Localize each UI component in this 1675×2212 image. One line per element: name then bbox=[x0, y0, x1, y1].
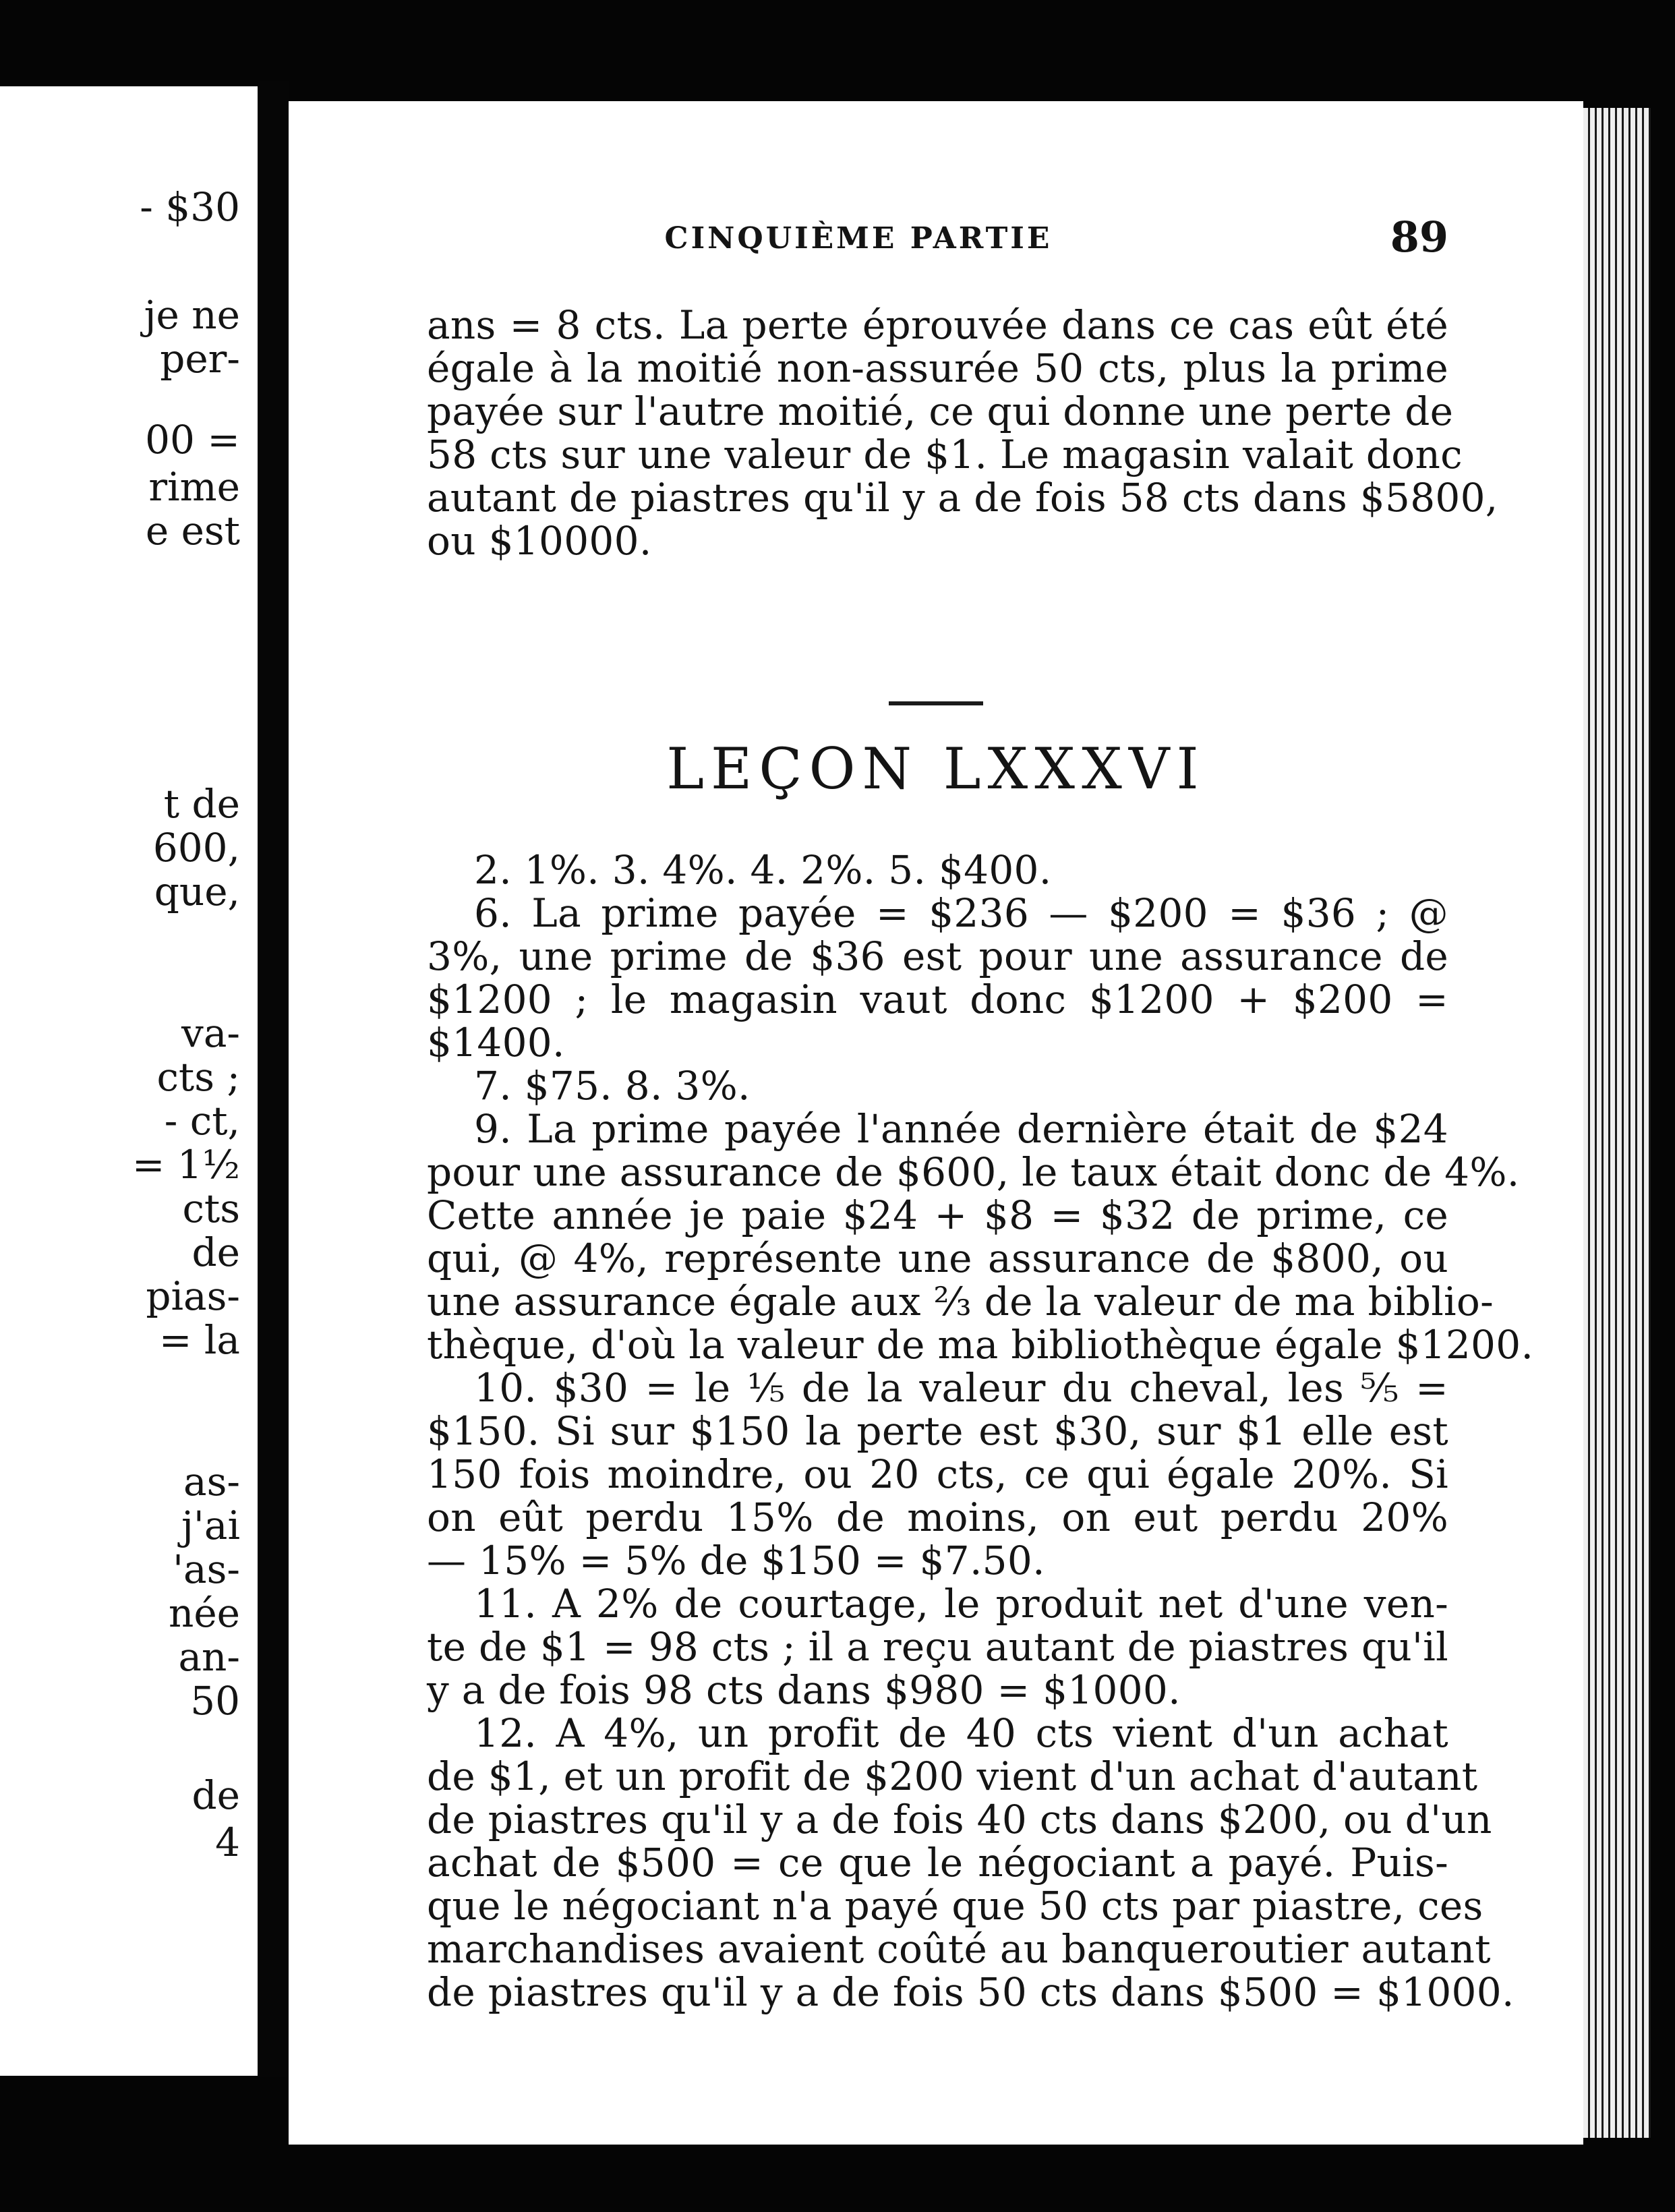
answer-line: 11. A 2% de courtage, le produit net d'une ven- bbox=[474, 1581, 1448, 1627]
running-head: CINQUIÈME PARTIE bbox=[664, 221, 1053, 256]
left-page-text-fragment: 4 bbox=[215, 1820, 240, 1865]
answer-line: 6. La prime payée = $236 — $200 = $36 ; @ bbox=[474, 890, 1448, 936]
left-page-text-fragment: e est bbox=[145, 508, 240, 554]
section-divider bbox=[889, 701, 983, 705]
left-page-text-fragment: cts bbox=[182, 1186, 240, 1231]
answer-line: — 15% = 5% de $150 = $7.50. bbox=[427, 1538, 1045, 1583]
answer-line: $1200 ; le magasin vaut donc $1200 + $200 = bbox=[427, 977, 1448, 1022]
left-page-text-fragment: de bbox=[192, 1229, 240, 1275]
left-page-text-fragment: née bbox=[168, 1590, 240, 1636]
left-page-text-fragment: as- bbox=[183, 1459, 240, 1505]
left-page-text-fragment: 'as- bbox=[173, 1546, 240, 1592]
answer-line: de piastres qu'il y a de fois 40 cts dans $200, ou d'un bbox=[427, 1797, 1492, 1842]
left-page-text-fragment: - ct, bbox=[164, 1098, 240, 1144]
left-page-text-fragment: que, bbox=[154, 869, 240, 914]
left-page-text-fragment: rime bbox=[148, 464, 240, 510]
answer-line: y a de fois 98 cts dans $980 = $1000. bbox=[427, 1667, 1181, 1713]
left-page-text-fragment: je ne bbox=[144, 292, 240, 338]
continuation-paragraph bbox=[427, 302, 1498, 564]
text-line: payée sur l'autre moitié, ce qui donne une perte de bbox=[427, 388, 1454, 434]
answer-line: 10. $30 = le ⅕ de la valeur du cheval, les ⁵⁄₅ = bbox=[474, 1365, 1448, 1411]
answer-line: de $1, et un profit de $200 vient d'un achat d'autant bbox=[427, 1753, 1478, 1799]
left-page-text-fragment: - $30 bbox=[140, 184, 240, 230]
page-edges bbox=[1583, 108, 1651, 2138]
text-line: ans = 8 cts. La perte éprouvée dans ce cas eût été bbox=[427, 302, 1448, 348]
left-page-text-fragment: = la bbox=[158, 1317, 240, 1363]
answer-line: qui, @ 4%, représente une assurance de $800, ou bbox=[427, 1235, 1448, 1281]
answer-line: de piastres qu'il y a de fois 50 cts dans $500 = $1000. bbox=[427, 1969, 1515, 2015]
left-page-text-fragment: cts ; bbox=[156, 1054, 240, 1100]
left-page bbox=[0, 86, 258, 2076]
answer-line: marchandises avaient coûté au banqueroutier autant bbox=[427, 1926, 1491, 1972]
left-page-text-fragment: de bbox=[192, 1772, 240, 1818]
left-page-text-fragment: per- bbox=[160, 336, 240, 382]
lesson-title: LEÇON LXXXVI bbox=[666, 736, 1206, 802]
answer-line: que le négociant n'a payé que 50 cts par piastre, ces bbox=[427, 1883, 1483, 1929]
text-line: ou $10000. bbox=[427, 518, 652, 564]
text-line: égale à la moitié non-assurée 50 cts, plus la prime bbox=[427, 345, 1448, 391]
answers-block bbox=[427, 847, 1534, 2015]
left-page-text-fragment: 50 bbox=[190, 1678, 240, 1724]
answer-line: te de $1 = 98 cts ; il a reçu autant de piastres qu'il bbox=[427, 1624, 1448, 1670]
left-page-text-fragment: va- bbox=[181, 1010, 240, 1056]
answer-line: Cette année je paie $24 + $8 = $32 de prime, ce bbox=[427, 1192, 1448, 1238]
answer-line: 2. 1%. 3. 4%. 4. 2%. 5. $400. bbox=[474, 847, 1052, 893]
answer-line: pour une assurance de $600, le taux était donc de 4%. bbox=[427, 1149, 1520, 1195]
right-page bbox=[289, 101, 1583, 2145]
left-page-text-fragment: pias- bbox=[146, 1273, 240, 1319]
answer-line: 150 fois moindre, ou 20 cts, ce qui égale 20%. Si bbox=[427, 1451, 1448, 1497]
answer-line: 3%, une prime de $36 est pour une assurance de bbox=[427, 933, 1448, 979]
answer-line: achat de $500 = ce que le négociant a payé. Puis- bbox=[427, 1840, 1448, 1886]
answer-line: $150. Si sur $150 la perte est $30, sur $1 elle est bbox=[427, 1408, 1448, 1454]
left-page-text-fragment: 00 = bbox=[145, 417, 240, 463]
left-page-text-fragment: = 1½ bbox=[131, 1142, 240, 1188]
answer-line: 12. A 4%, un profit de 40 cts vient d'un achat bbox=[474, 1710, 1448, 1756]
answer-line: 7. $75. 8. 3%. bbox=[474, 1063, 751, 1109]
left-page-text-fragment: 600, bbox=[152, 825, 240, 871]
answer-line: 9. La prime payée l'année dernière était de $24 bbox=[474, 1106, 1448, 1152]
answer-line: thèque, d'où la valeur de ma bibliothèque égale $1200. bbox=[427, 1322, 1534, 1368]
book-gutter bbox=[258, 81, 289, 2077]
left-page-text-fragment: j'ai bbox=[181, 1503, 240, 1548]
page-number: 89 bbox=[1390, 212, 1448, 262]
answer-line: $1400. bbox=[427, 1020, 565, 1066]
text-line: 58 cts sur une valeur de $1. Le magasin valait donc bbox=[427, 432, 1463, 477]
answer-line: une assurance égale aux ⅔ de la valeur de ma biblio- bbox=[427, 1279, 1494, 1325]
left-page-text-fragment: an- bbox=[178, 1634, 240, 1680]
left-page-text-fragment: t de bbox=[163, 781, 240, 827]
text-line: autant de piastres qu'il y a de fois 58 cts dans $5800, bbox=[427, 475, 1498, 521]
answer-line: on eût perdu 15% de moins, on eut perdu 20% bbox=[427, 1494, 1448, 1540]
